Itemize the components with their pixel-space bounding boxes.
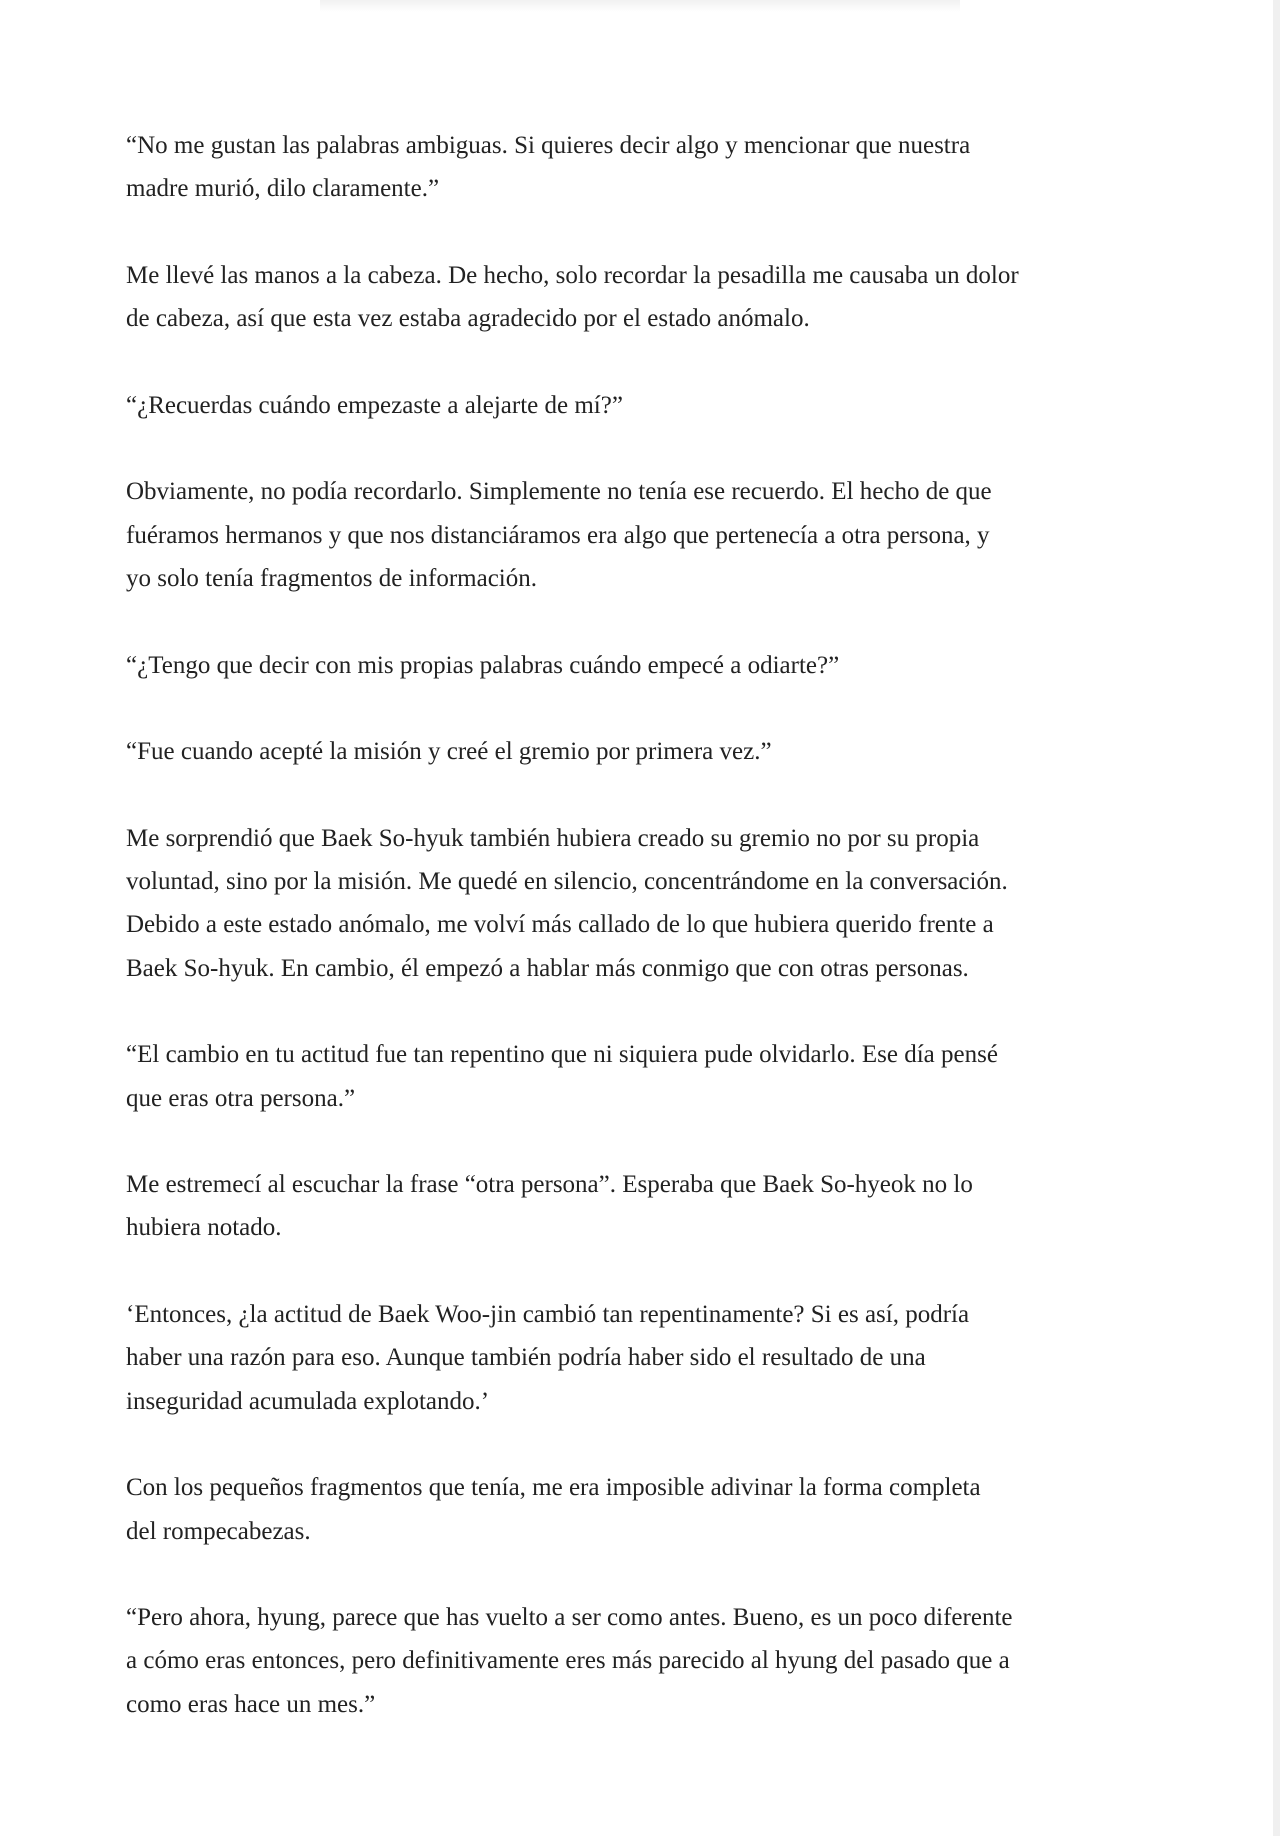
text-line: Debido a este estado anómalo, me volví más callado de lo que hubiera querido frente a xyxy=(126,911,994,939)
paragraph xyxy=(126,1466,1136,1553)
text-line: “Fue cuando acepté la misión y creé el gremio por primera vez.” xyxy=(126,738,772,766)
text-line: voluntad, sino por la misión. Me quedé en silencio, concentrándome en la conversación. xyxy=(126,868,1008,896)
text-line: “El cambio en tu actitud fue tan repentino que ni siquiera pude olvidarlo. Ese día pensé xyxy=(126,1041,998,1069)
text-line: “¿Tengo que decir con mis propias palabras cuándo empecé a odiarte?” xyxy=(126,651,840,679)
scrollbar[interactable] xyxy=(1273,0,1280,1836)
text-line: hubiera notado. xyxy=(126,1214,282,1242)
text-line: de cabeza, así que esta vez estaba agradecido por el estado anómalo. xyxy=(126,305,810,333)
text-line: Me llevé las manos a la cabeza. De hecho, solo recordar la pesadilla me causaba un dolor xyxy=(126,261,1019,289)
chapter-text xyxy=(126,124,1136,1769)
text-line: “No me gustan las palabras ambiguas. Si quieres decir algo y mencionar que nuestra xyxy=(126,132,971,159)
paragraph xyxy=(126,1293,1136,1423)
text-line: fuéramos hermanos y que nos distanciáramos era algo que pertenecía a otra persona, y xyxy=(126,521,990,549)
text-line: Me sorprendió que Baek So-hyuk también hubiera creado su gremio no por su propia xyxy=(126,824,980,852)
text-line: ‘Entonces, ¿la actitud de Baek Woo-jin cambió tan repentinamente? Si es así, podría xyxy=(126,1301,970,1329)
top-shadow xyxy=(320,0,960,12)
text-line: “Pero ahora, hyung, parece que has vuelto a ser como antes. Bueno, es un poco diferente xyxy=(126,1604,1013,1632)
text-line: que eras otra persona.” xyxy=(126,1084,356,1112)
text-line: madre murió, dilo claramente.” xyxy=(126,175,440,203)
paragraph xyxy=(126,817,1136,990)
paragraph xyxy=(126,1033,1136,1120)
text-line: Obviamente, no podía recordarlo. Simplemente no tenía ese recuerdo. El hecho de que xyxy=(126,478,992,506)
paragraph xyxy=(126,470,1136,600)
paragraph xyxy=(126,730,1136,773)
text-line: del rompecabezas. xyxy=(126,1517,311,1545)
text-line: Con los pequeños fragmentos que tenía, me era imposible adivinar la forma completa xyxy=(126,1474,981,1502)
text-line: “¿Recuerdas cuándo empezaste a alejarte de mí?” xyxy=(126,391,623,419)
paragraph xyxy=(126,1596,1136,1726)
paragraph xyxy=(126,254,1136,341)
text-line: como eras hace un mes.” xyxy=(126,1690,376,1718)
text-line: yo solo tenía fragmentos de información. xyxy=(126,564,537,592)
text-line: Baek So-hyuk. En cambio, él empezó a hablar más conmigo que con otras personas. xyxy=(126,954,969,982)
paragraph xyxy=(126,644,1136,687)
paragraph xyxy=(126,384,1136,427)
text-line: Me estremecí al escuchar la frase “otra persona”. Esperaba que Baek So-hyeok no lo xyxy=(126,1171,973,1199)
paragraph xyxy=(126,1163,1136,1250)
paragraph xyxy=(126,124,1136,211)
text-line: haber una razón para eso. Aunque también podría haber sido el resultado de una xyxy=(126,1344,926,1372)
text-line: inseguridad acumulada explotando.’ xyxy=(126,1387,490,1415)
text-line: a cómo eras entonces, pero definitivamente eres más parecido al hyung del pasado que a xyxy=(126,1647,1010,1675)
